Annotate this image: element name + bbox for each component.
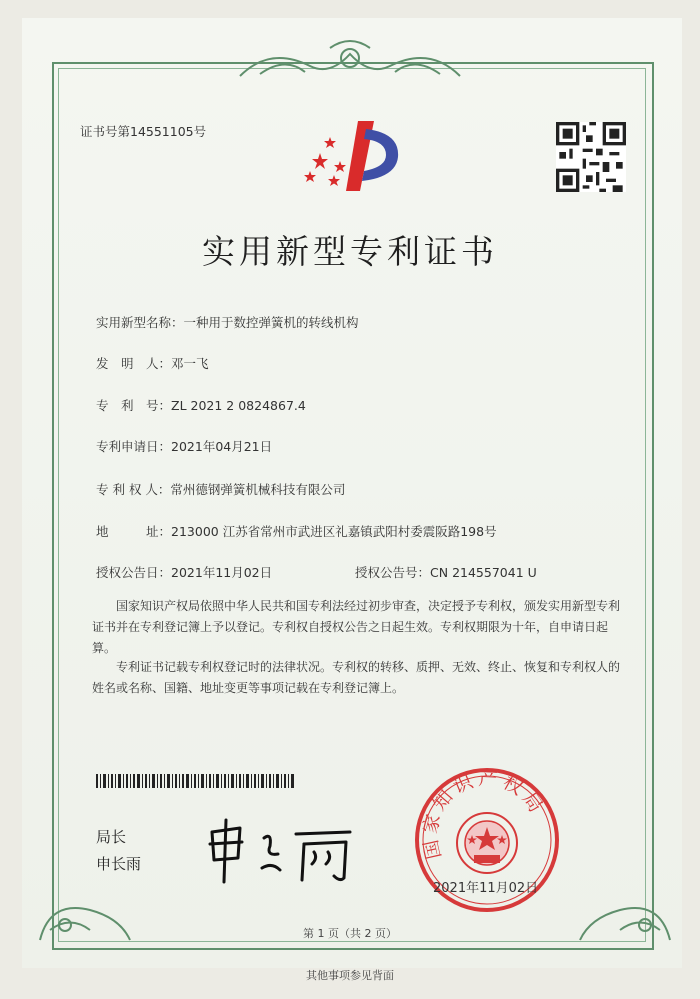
field-announcement-number	[355, 563, 537, 581]
field-label: 专利申请日：	[96, 439, 172, 454]
field-inventor	[96, 354, 209, 372]
director-signature	[200, 812, 370, 892]
qr-code	[556, 122, 626, 192]
certificate-number: 证书号第14551105号	[80, 124, 207, 139]
director-name: 申长雨	[96, 855, 142, 873]
seal-date: 2021年11月02日	[433, 881, 539, 896]
grant-paragraph: 国家知识产权局依照中华人民共和国专利法经过初步审查，决定授予专利权，颁发实用新型专利证书并在专利登记簿上予以登记。专利权自授权公告之日起生效。专利权期限为十年，自申请日起算。	[92, 599, 621, 655]
field-value: 一种用于数控弹簧机的转线机构	[183, 315, 359, 330]
field-label: 专 利 权 人：	[96, 482, 171, 497]
certificate-title: 实用新型专利证书	[202, 232, 498, 271]
field-label: 专 利 号：	[96, 398, 172, 413]
field-patent-number	[96, 396, 306, 414]
field-label: 授权公告号：	[355, 565, 431, 580]
barcode	[96, 774, 296, 788]
footer-note: 其他事项参见背面	[306, 969, 394, 982]
field-label: 发 明 人：	[96, 356, 172, 371]
field-patentee	[96, 480, 345, 498]
registry-paragraph: 专利证书记载专利权登记时的法律状况。专利权的转移、质押、无效、终止、恢复和专利权人的姓名或名称、国籍、地址变更等事项记载在专利登记簿上。	[92, 660, 621, 695]
director-title: 局长	[96, 828, 127, 846]
field-address	[96, 522, 497, 540]
field-label: 实用新型名称：	[96, 315, 184, 330]
seal-text: 国家知识产权局	[419, 767, 550, 862]
page-number: 第 1 页（共 2 页）	[303, 927, 397, 940]
field-value: 2021年11月02日	[171, 565, 273, 580]
field-value: CN 214557041 U	[430, 565, 537, 580]
top-ornament	[230, 36, 470, 86]
field-value: 213000 江苏省常州市武进区礼嘉镇武阳村委震阪路198号	[171, 524, 497, 539]
field-value: 2021年04月21日	[171, 439, 273, 454]
field-utility-model-name	[96, 313, 359, 331]
field-label: 地 址：	[96, 524, 172, 539]
field-announcement-date	[96, 563, 272, 581]
field-value: 邓一飞	[171, 356, 209, 371]
field-value: ZL 2021 2 0824867.4	[171, 398, 306, 413]
field-filing-date	[96, 437, 272, 455]
cnipa-logo	[300, 115, 410, 195]
field-value: 常州德钢弹簧机械科技有限公司	[170, 482, 346, 497]
field-label: 授权公告日：	[96, 565, 172, 580]
